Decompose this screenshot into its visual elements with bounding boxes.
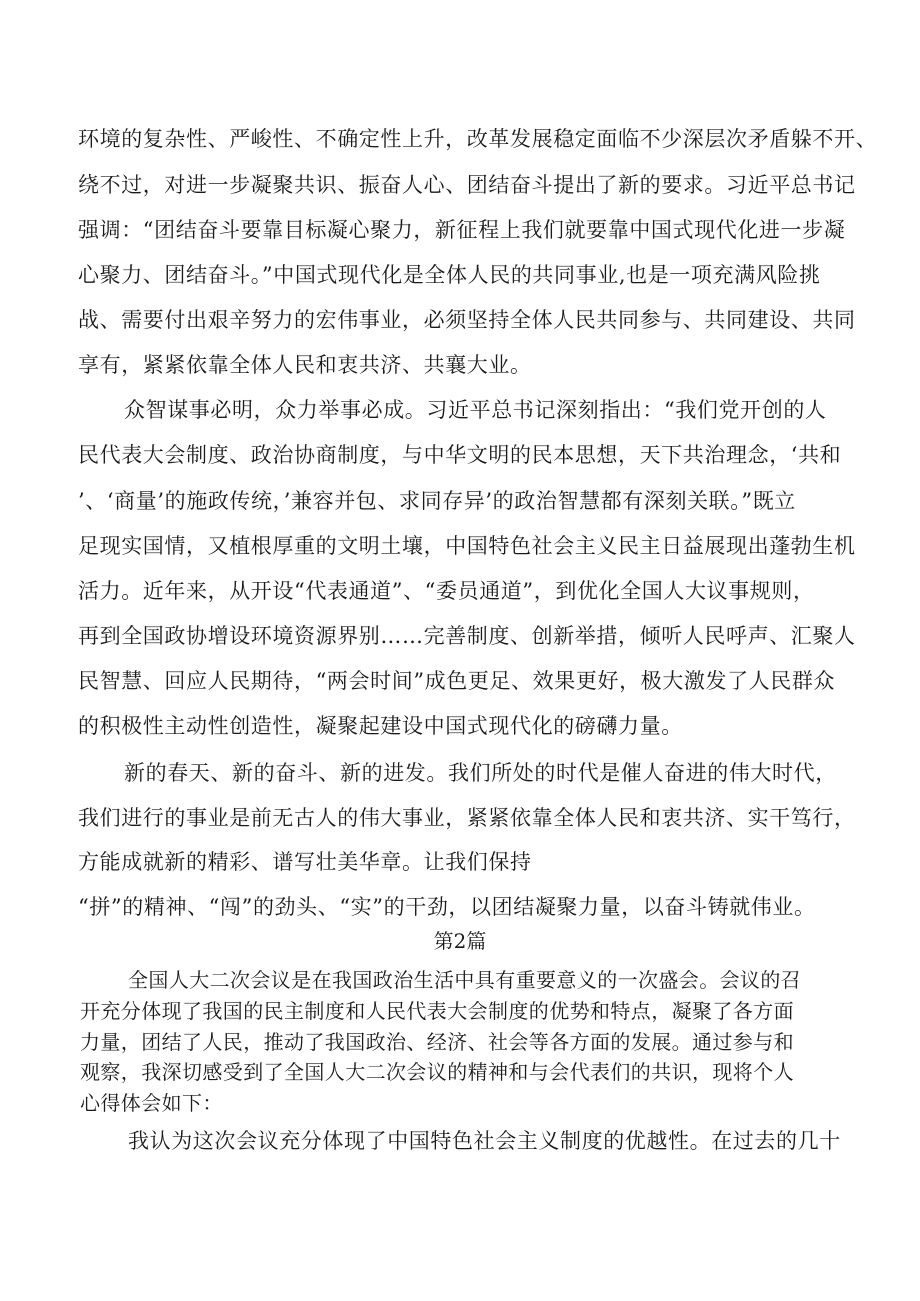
paragraph-3-line: 新的春天、新的奋斗、新的进发。我们所处的时代是催人奋进的伟大时代， xyxy=(124,761,837,785)
paragraph-2-line: ’、‘商量’的施政传统，’兼容并包、求同存异’的政治智慧都有深刻关联。”既立 xyxy=(78,489,796,513)
paragraph-2-line: 足现实国情，又植根厚重的文明土壤，中国特色社会主义民主日益展现出蓬勃生机 xyxy=(78,534,856,558)
paragraph-2-line: 的积极性主动性创造性，凝聚起建设中国式现代化的磅礴力量。 xyxy=(78,714,683,738)
paragraph-2-line: 众智谋事必明，众力举事必成。习近平总书记深刻指出：“我们党开创的人 xyxy=(124,398,827,422)
section-heading: 第2篇 xyxy=(433,929,487,953)
paragraph-4-line: 全国人大二次会议是在我国政治生活中具有重要意义的一次盛会。会议的召 xyxy=(128,968,802,992)
paragraph-1-line: 强调：“团结奋斗要靠目标凝心聚力，新征程上我们就要靠中国式现代化进一步凝 xyxy=(78,218,846,242)
paragraph-1-line: 绕不过，对进一步凝聚共识、振奋人心、团结奋斗提出了新的要求。习近平总书记 xyxy=(78,173,856,197)
paragraph-4-line: 力量，团结了人民，推动了我国政治、经济、社会等各方面的发展。通过参与和 xyxy=(80,1030,794,1054)
paragraph-1-line: 战、需要付出艰辛努力的宏伟事业，必须坚持全体人民共同参与、共同建设、共同 xyxy=(78,308,856,332)
paragraph-1-line: 享有，紧紧依靠全体人民和衷共济、共襄大业。 xyxy=(78,353,532,377)
paragraph-2-line: 活力。近年来，从开设“代表通道”、“委员通道”，到优化全国人大议事规则， xyxy=(78,579,815,603)
paragraph-4-line: 开充分体现了我国的民主制度和人民代表大会制度的优势和特点，凝聚了各方面 xyxy=(80,999,794,1023)
paragraph-1-line: 环境的复杂性、严峻性、不确定性上升，改革发展稳定面临不少深层次矛盾躲不开、 xyxy=(78,127,878,151)
paragraph-2-line: 民代表大会制度、政治协商制度，与中华文明的民本思想，天下共治理念，‘共和 xyxy=(78,443,842,467)
paragraph-3-line: 我们进行的事业是前无古人的伟大事业，紧紧依靠全体人民和衷共济、实干笃行， xyxy=(78,806,856,830)
paragraph-1-line: 心聚力、团结奋斗。”中国式现代化是全体人民的共同事业,也是一项充满风险挑 xyxy=(78,263,821,287)
paragraph-3-line: “拼”的精神、“闯”的劲头、“实”的干劲，以团结凝聚力量，以奋斗铸就伟业。 xyxy=(78,895,816,919)
paragraph-4-line: 观察，我深切感受到了全国人大二次会议的精神和与会代表们的共识，现将个人 xyxy=(80,1060,794,1084)
paragraph-3-line: 方能成就新的精彩、谱写壮美华章。让我们保持 xyxy=(78,850,532,874)
paragraph-2-line: 再到全国政协增设环境资源界别……完善制度、创新举措，倾听人民呼声、汇聚人 xyxy=(78,624,856,648)
paragraph-4-line: 心得体会如下： xyxy=(80,1091,223,1115)
paragraph-5-line: 我认为这次会议充分体现了中国特色社会主义制度的优越性。在过去的几十 xyxy=(128,1129,841,1153)
paragraph-2-line: 民智慧、回应人民期待，“两会时间”成色更足、效果更好，极大激发了人民群众 xyxy=(78,669,836,693)
